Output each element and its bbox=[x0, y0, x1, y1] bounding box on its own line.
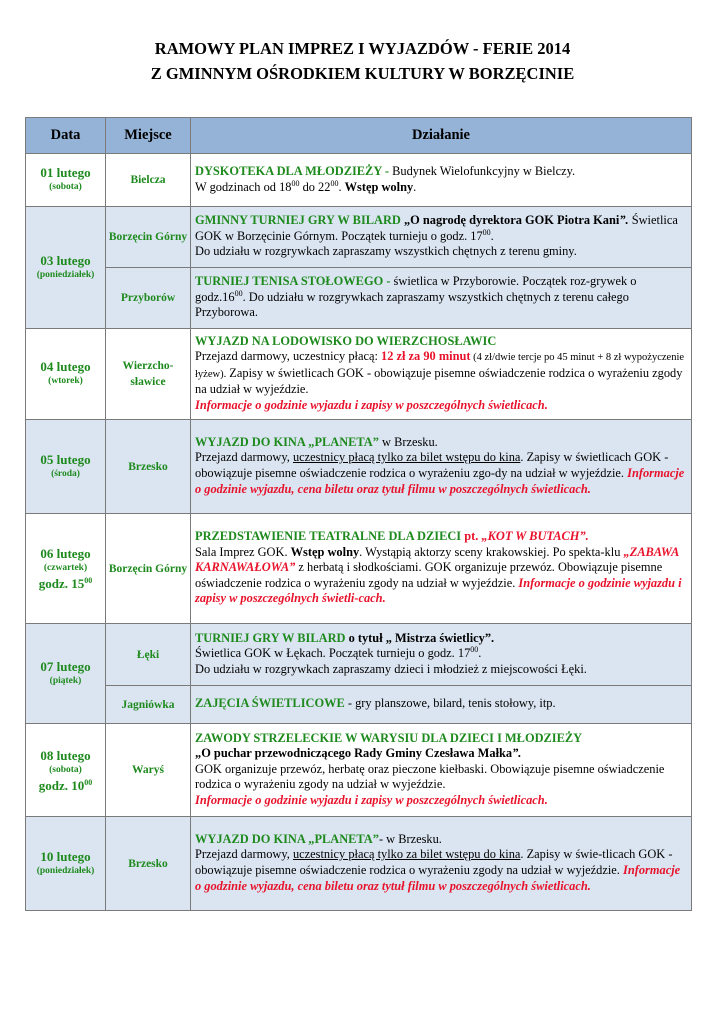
date-label: 01 lutego bbox=[40, 165, 91, 180]
weekday-label: (wtorek) bbox=[48, 376, 83, 386]
date-label: 06 lutego bbox=[40, 546, 91, 561]
date-cell bbox=[26, 817, 106, 911]
event-description: DYSKOTEKA DLA MŁODZIEŻY - Budynek Wielofunkcyjny w Bielczy. W godzinach od $18^{00}$ do $22^{00}$. Wstęp wolny. bbox=[191, 154, 692, 207]
event-title: TURNIEJ GRY W BILARD bbox=[195, 630, 346, 645]
hour-label: godz. $10^{00}$ bbox=[38, 777, 93, 793]
date-cell bbox=[26, 724, 106, 817]
table-row bbox=[26, 154, 692, 207]
place-cell: Waryś bbox=[106, 724, 191, 817]
date-label: 03 lutego bbox=[40, 252, 91, 268]
date-label: 08 lutego bbox=[40, 747, 91, 763]
event-title: ZAWODY STRZELECKIE W WARYSIU DLA DZIECI I MŁODZIEŻY bbox=[195, 730, 583, 745]
place-cell: Bielcza bbox=[106, 154, 191, 207]
weekday-label: (sobota) bbox=[49, 764, 82, 775]
date-cell bbox=[26, 514, 106, 624]
info-note: Informacje o godzinie wyjazdu i zapisy w poszczególnych świetlicach. bbox=[195, 792, 548, 807]
event-description: ZAWODY STRZELECKIE W WARYSIU DLA DZIECI I MŁODZIEŻY „O puchar przewodniczącego Rady Gminy Czesława Małka”. GOK organizuje przewóz, herbatę oraz pieczone kiełbaski. Obowiązuje pisemne oświadczenie rodzica o wyrażeniu zgody na udział w wyjeździe. Informacje o godzinie wyjazdu i zapisy w poszczególnych świetlicach. bbox=[191, 724, 692, 817]
table-row bbox=[26, 514, 692, 624]
date-cell bbox=[26, 329, 106, 420]
header-date: Data bbox=[26, 118, 106, 154]
event-title: ZAJĘCIA ŚWIETLICOWE bbox=[195, 696, 345, 711]
header-action: Działanie bbox=[191, 118, 692, 154]
event-title: PRZEDSTAWIENIE TEATRALNE DLA DZIECI bbox=[195, 529, 462, 544]
weekday-label: (piątek) bbox=[49, 675, 82, 686]
date-cell bbox=[26, 154, 106, 207]
table-row bbox=[26, 207, 692, 268]
hour-label: godz. $15^{00}$ bbox=[38, 576, 93, 591]
info-note: Informacje o godzinie wyjazdu, cena biletu oraz tytuł filmu w poszczególnych świetlicach. bbox=[195, 466, 685, 496]
date-cell bbox=[26, 420, 106, 514]
info-note: Informacje o godzinie wyjazdu, cena biletu oraz tytuł filmu w poszczególnych świetlicach. bbox=[195, 863, 681, 893]
title-line-1: RAMOWY PLAN IMPREZ I WYJAZDÓW - FERIE 2014 bbox=[154, 39, 571, 58]
table-row bbox=[26, 686, 692, 724]
event-title: WYJAZD DO KINA „PLANETA” bbox=[195, 434, 379, 449]
event-description: ZAJĘCIA ŚWIETLICOWE - gry planszowe, bilard, tenis stołowy, itp. bbox=[191, 686, 692, 724]
date-label: 05 lutego bbox=[40, 451, 91, 467]
table-row bbox=[26, 329, 692, 420]
event-description: TURNIEJ GRY W BILARD o tytuł „ Mistrza świetlicy”. Świetlica GOK w Łękach. Początek turnieju o godz. $17^{00}$. Do udziału w rozgrywkach zapraszamy dzieci i młodzież z miejscowości Łęki. bbox=[191, 624, 692, 686]
table-row bbox=[26, 420, 692, 514]
place-cell: Borzęcin Górny bbox=[106, 207, 191, 268]
header-row bbox=[26, 118, 692, 154]
event-title: TURNIEJ TENISA STOŁOWEGO - bbox=[195, 274, 391, 289]
weekday-label: (czwartek) bbox=[43, 563, 88, 573]
date-cell bbox=[26, 624, 106, 724]
place-cell: Przyborów bbox=[106, 268, 191, 329]
price-label: 12 zł za 90 minut bbox=[381, 349, 471, 364]
event-description: TURNIEJ TENISA STOŁOWEGO - świetlica w Przyborowie. Początek roz-grywek o $godz.16^{00}$. Do udziału w rozgrywkach zapraszamy wszystkich chętnych z terenu całego Przyborowa. bbox=[191, 268, 692, 329]
place-cell: Brzesko bbox=[106, 420, 191, 514]
info-note: Informacje o godzinie wyjazdu i zapisy w poszczególnych świetli-cach. bbox=[195, 575, 682, 606]
schedule-table bbox=[25, 117, 692, 911]
weekday-label: (poniedziałek) bbox=[36, 865, 95, 876]
event-description: PRZEDSTAWIENIE TEATRALNE DLA DZIECI pt. „KOT W BUTACH”. Sala Imprez GOK. Wstęp wolny. Wystąpią aktorzy sceny krakowskiej. Po spekta-klu „ZABAWA KARNAWAŁOWA” z herbatą i słodkościami. GOK organizuje przewóz. Obowiązuje pisemne oświadczenie rodzica o wyrażeniu zgody na udział w wyjeździe. Informacje o godzinie wyjazdu i zapisy w poszczególnych świetli-cach. bbox=[191, 514, 692, 624]
event-description: WYJAZD DO KINA „PLANETA” w Brzesku. Przejazd darmowy, uczestnicy płacą tylko za bilet wstępu do kina. Zapisy w świetlicach GOK - obowiązuje pisemne oświadczenie rodzica o wyrażeniu zgo-dy na udział w wyjeździe. Informacje o godzinie wyjazdu, cena biletu oraz tytuł filmu w poszczególnych świetlicach. bbox=[191, 420, 692, 514]
event-title: WYJAZD DO KINA „PLANETA” bbox=[195, 831, 379, 846]
place-cell: Borzęcin Górny bbox=[106, 514, 191, 624]
event-description: GMINNY TURNIEJ GRY W BILARD „O nagrodę dyrektora GOK Piotra Kani”. Świetlica GOK w Borzęcinie Górnym. Początek turnieju o godz. $17^{00}$. Do udziału w rozgrywkach zapraszamy wszystkich chętnych z terenu gminy. bbox=[191, 207, 692, 268]
table-row bbox=[26, 268, 692, 329]
place-cell: Brzesko bbox=[106, 817, 191, 911]
event-title: WYJAZD NA LODOWISKO DO WIERZCHOSŁAWIC bbox=[195, 333, 497, 348]
place-cell: Jagniówka bbox=[106, 686, 191, 724]
weekday-label: (środa) bbox=[51, 468, 80, 479]
table-row bbox=[26, 724, 692, 817]
table-row bbox=[26, 624, 692, 686]
place-cell: Łęki bbox=[106, 624, 191, 686]
date-cell bbox=[26, 207, 106, 329]
date-label: 04 lutego bbox=[40, 359, 91, 374]
date-label: 07 lutego bbox=[40, 658, 91, 674]
info-note: Informacje o godzinie wyjazdu i zapisy w poszczególnych świetlicach. bbox=[195, 397, 548, 412]
document-title bbox=[0, 36, 725, 86]
weekday-label: (poniedziałek) bbox=[36, 269, 95, 280]
event-title: GMINNY TURNIEJ GRY W BILARD bbox=[195, 213, 401, 228]
weekday-label: (sobota) bbox=[49, 182, 82, 192]
event-description: WYJAZD NA LODOWISKO DO WIERZCHOSŁAWIC Przejazd darmowy, uczestnicy płacą: 12 zł za 90 minut (4 zł/dwie tercje po 45 minut + 8 zł wypożyczenie łyżew). Zapisy w świetlicach GOK - obowiązuje pisemne oświadczenie rodzica o wyrażeniu zgody na udział w wyjeździe. Informacje o godzinie wyjazdu i zapisy w poszczególnych świetlicach. bbox=[191, 329, 692, 420]
event-description: WYJAZD DO KINA „PLANETA”- w Brzesku. Przejazd darmowy, uczestnicy płacą tylko za bilet wstępu do kina. Zapisy w świe-tlicach GOK - obowiązuje pisemne oświadczenie rodzica o wyrażeniu zgody na udział w wyjeździe. Informacje o godzinie wyjazdu, cena biletu oraz tytuł filmu w poszczególnych świetlicach. bbox=[191, 817, 692, 911]
event-title: DYSKOTEKA DLA MŁODZIEŻY - bbox=[195, 163, 390, 178]
title-line-2: Z GMINNYM OŚRODKIEM KULTURY W BORZĘCINIE bbox=[150, 64, 575, 83]
place-cell: Wierzcho-sławice bbox=[106, 329, 191, 420]
table-row bbox=[26, 817, 692, 911]
header-place: Miejsce bbox=[106, 118, 191, 154]
date-label: 10 lutego bbox=[40, 848, 91, 864]
